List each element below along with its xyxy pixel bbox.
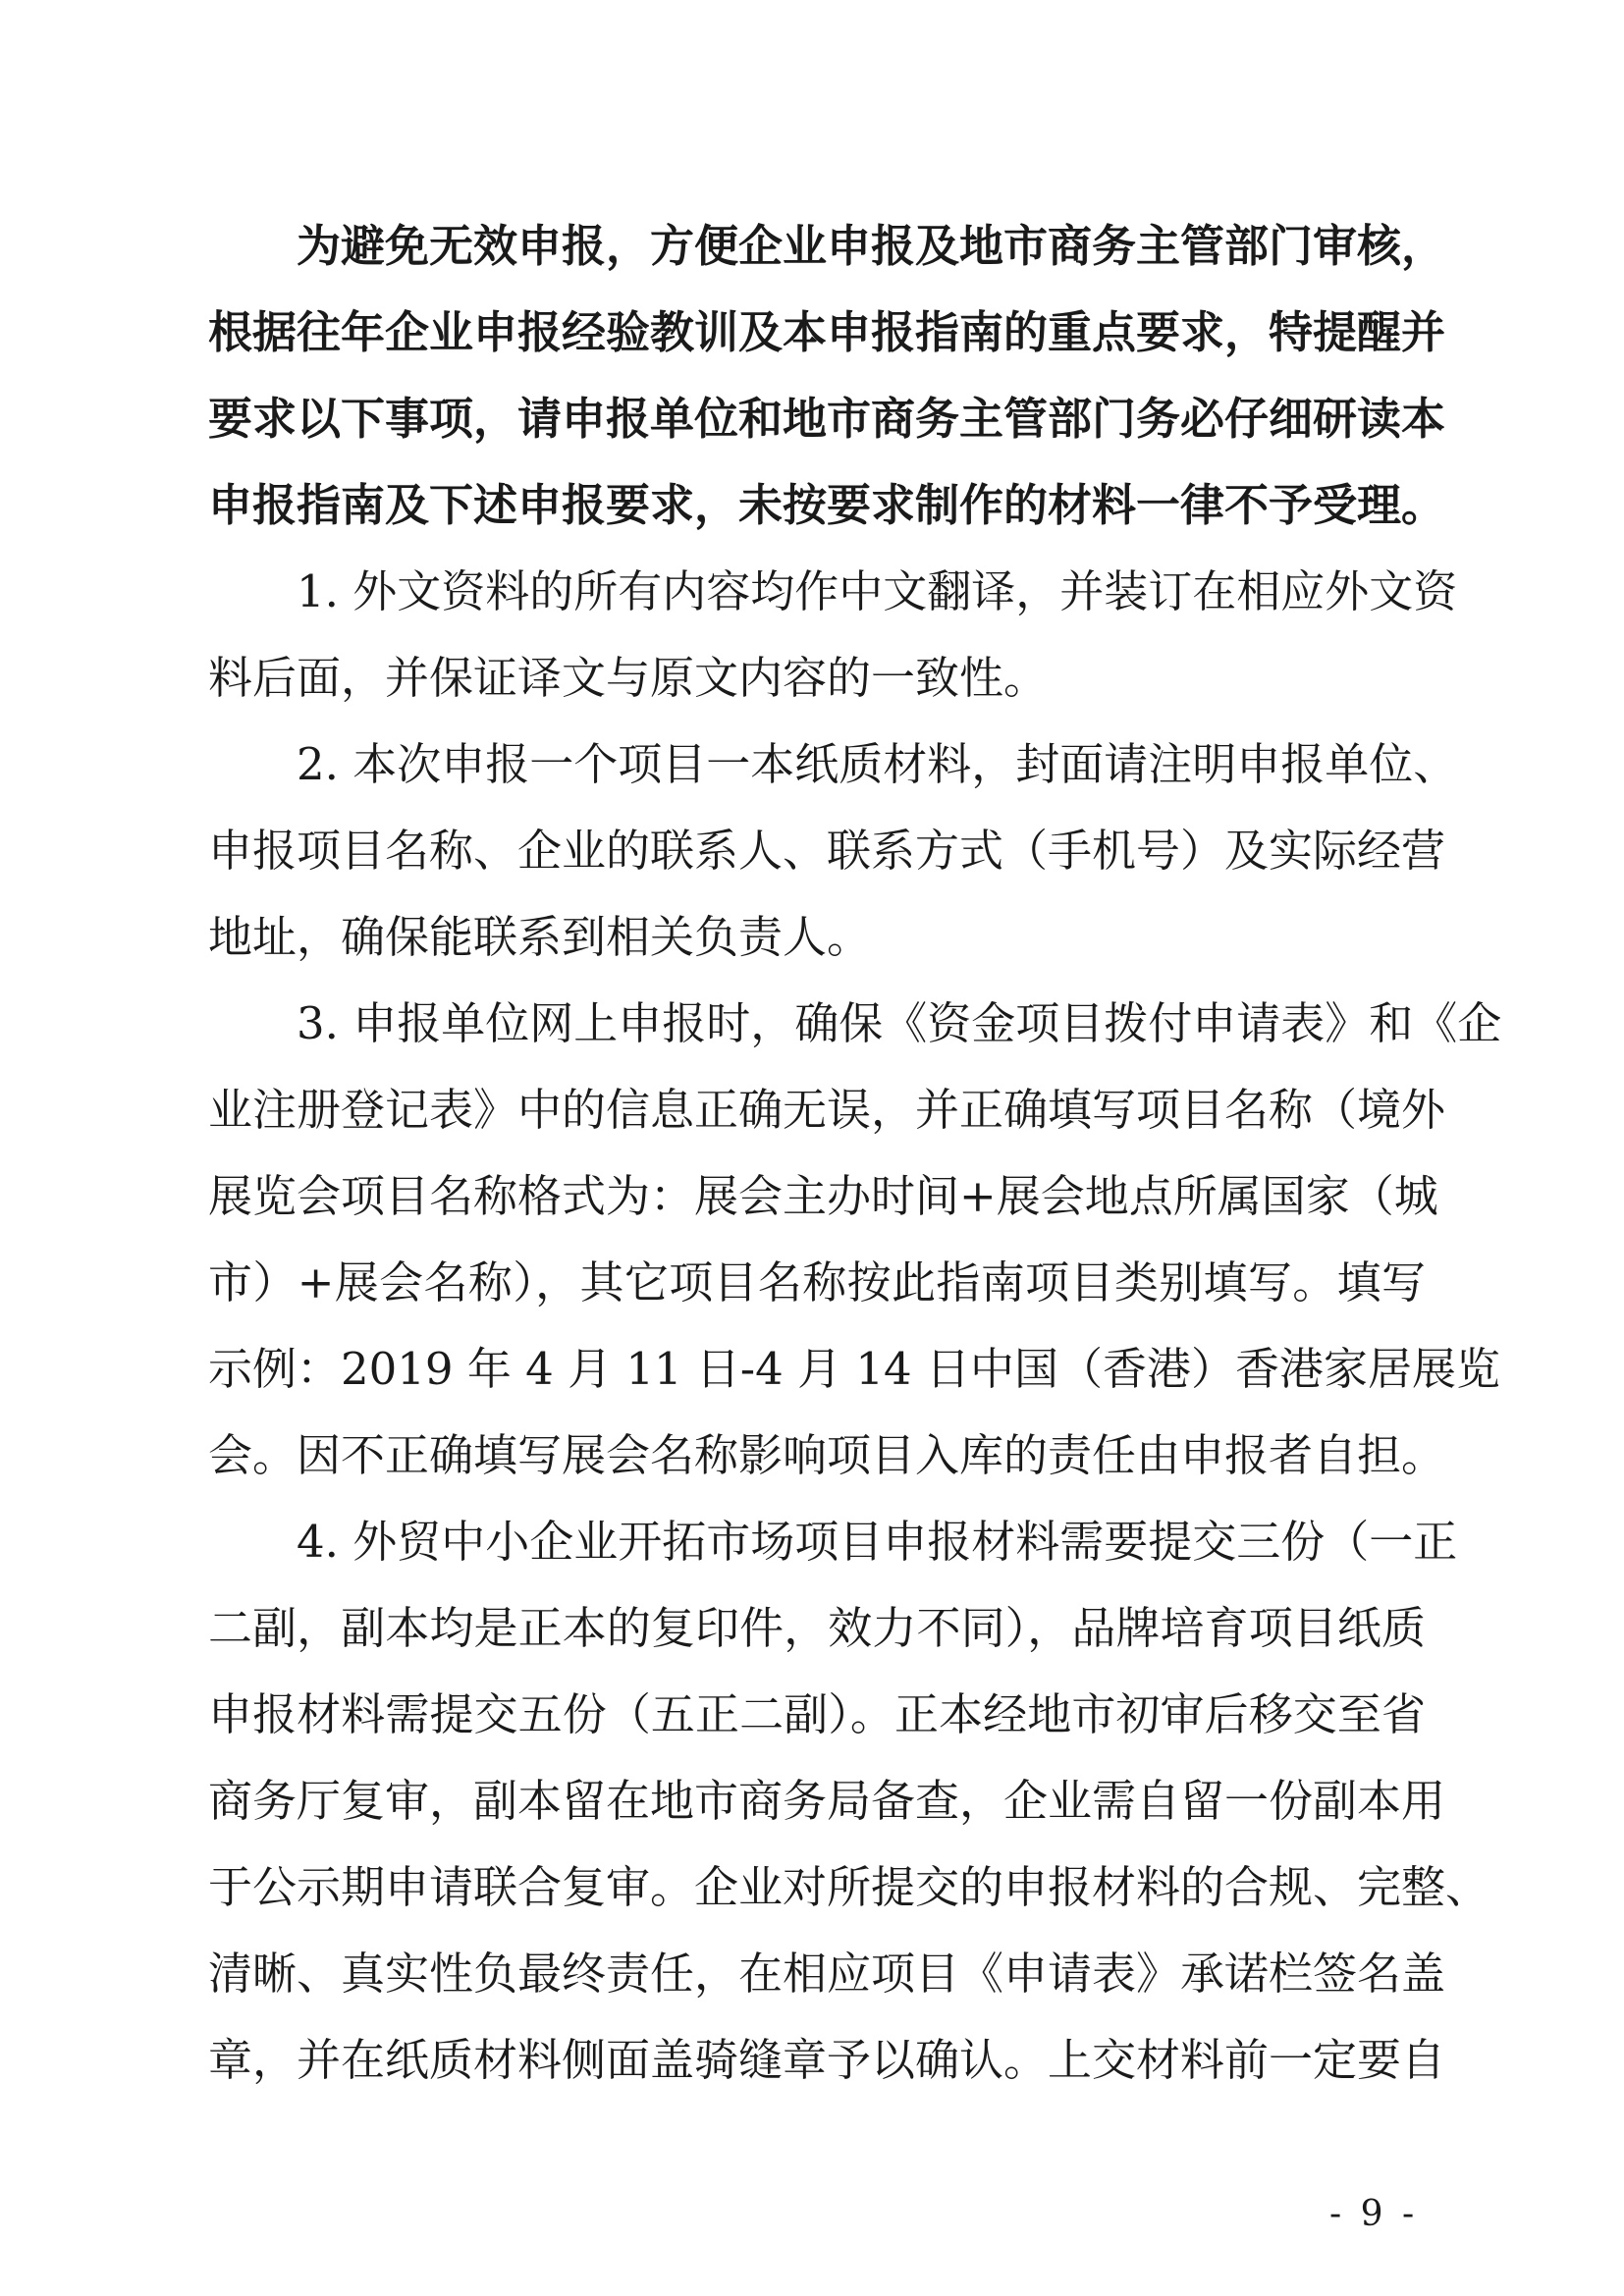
item-4-line-2: 二副，副本均是正本的复印件，效力不同），品牌培育项目纸质: [208, 1602, 1426, 1654]
item-2-line-2: 申报项目名称、企业的联系人、联系方式（手机号）及实际经营: [208, 825, 1446, 877]
notice-line-1: 为避免无效申报，方便企业申报及地市商务主管部门审核，: [297, 220, 1446, 272]
item-4-line-4: 商务厅复审，副本留在地市商务局备查，企业需自留一份副本用: [208, 1775, 1446, 1827]
item-4-line-6: 清晰、真实性负最终责任，在相应项目《申请表》承诺栏签名盖: [208, 1948, 1446, 2000]
item-2-line-1: 2. 本次申报一个项目一本纸质材料，封面请注明申报单位、: [297, 738, 1458, 790]
item-1-line-2: 料后面，并保证译文与原文内容的一致性。: [208, 652, 1049, 704]
item-2-line-3: 地址，确保能联系到相关负责人。: [208, 911, 872, 963]
item-3-line-4: 市）+展会名称），其它项目名称按此指南项目类别填写。填写: [208, 1256, 1426, 1308]
notice-line-3: 要求以下事项，请申报单位和地市商务主管部门务必仔细研读本: [208, 393, 1446, 445]
notice-line-2: 根据往年企业申报经验教训及本申报指南的重点要求，特提醒并: [208, 306, 1446, 358]
item-3-line-3: 展览会项目名称格式为：展会主办时间+展会地点所属国家（城: [208, 1170, 1438, 1222]
item-4-line-3: 申报材料需提交五份（五正二副）。正本经地市初审后移交至省: [208, 1688, 1426, 1740]
item-3-line-6: 会。因不正确填写展会名称影响项目入库的责任由申报者自担。: [208, 1429, 1446, 1481]
item-3-line-2: 业注册登记表》中的信息正确无误，并正确填写项目名称（境外: [208, 1084, 1446, 1136]
item-3-line-1: 3. 申报单位网上申报时，确保《资金项目拨付申请表》和《企: [297, 997, 1502, 1049]
item-4-line-7: 章，并在纸质材料侧面盖骑缝章予以确认。上交材料前一定要自: [208, 2034, 1446, 2086]
notice-line-4: 申报指南及下述申报要求，未按要求制作的材料一律不予受理。: [208, 479, 1446, 531]
page-number: - 9 -: [1329, 2194, 1419, 2234]
item-4-line-5: 于公示期申请联合复审。企业对所提交的申报材料的合规、完整、: [208, 1861, 1490, 1913]
item-3-line-5: 示例：2019 年 4 月 11 日-4 月 14 日中国（香港）香港家居展览: [208, 1343, 1500, 1395]
item-1-line-1: 1. 外文资料的所有内容均作中文翻译，并装订在相应外文资: [297, 565, 1458, 617]
item-4-line-1: 4. 外贸中小企业开拓市场项目申报材料需要提交三份（一正: [297, 1516, 1458, 1568]
